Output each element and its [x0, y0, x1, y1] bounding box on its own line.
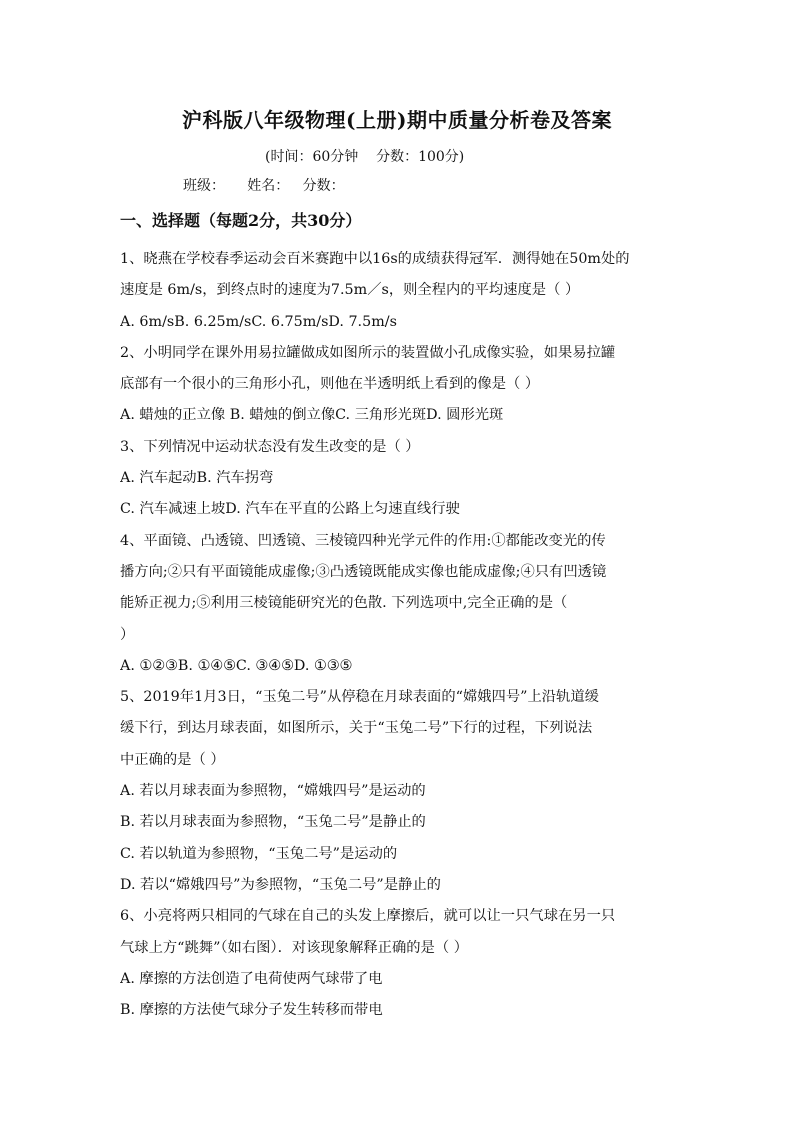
question-line: 4、平面镜、凸透镜、凹透镜、三棱镜四种光学元件的作用:①都能改变光的传 [120, 532, 606, 549]
question-line: 能矫正视力;⑤利用三棱镜能研究光的色散. 下列选项中,完全正确的是（ [120, 595, 568, 612]
exam-time-score: (时间：60分钟 分数：100分) [265, 149, 465, 165]
question-line: ） [120, 626, 135, 643]
answer-option: B. 若以月球表面为参照物，“玉兔二号”是静止的 [120, 814, 426, 831]
section-heading: 一、选择题（每题2分，共30分） [120, 211, 362, 230]
answer-options-line: C. 汽车减速上坡D. 汽车在平直的公路上匀速直线行驶 [120, 501, 460, 518]
question-content [120, 244, 680, 1026]
question-line: 播方向;②只有平面镜能成虚像;③凸透镜既能成实像也能成虚像;④只有凹透镜 [120, 563, 607, 580]
question-line: 5、2019年1月3日，“玉兔二号”从停稳在月球表面的“嫦娥四号”上沿轨道缓 [120, 689, 599, 706]
question-line: 1、晓燕在学校春季运动会百米赛跑中以16s的成绩获得冠军．测得她在50m处的 [120, 251, 630, 267]
question-line: 3、下列情况中运动状态没有发生改变的是（ ） [120, 438, 420, 455]
student-info-line: 班级： 姓名： 分数： [183, 178, 345, 194]
question-line: 底部有一个很小的三角形小孔，则他在半透明纸上看到的像是（ ） [120, 376, 540, 393]
question-line: 中正确的是（ ） [120, 751, 225, 768]
answer-option: D. 若以“嫦娥四号”为参照物，“玉兔二号”是静止的 [120, 876, 441, 893]
question-line: 气球上方“跳舞”（如右图）．对该现象解释正确的是（ ） [120, 939, 468, 956]
answer-options-line: A. 汽车起动B. 汽车拐弯 [120, 470, 274, 487]
document-title: 沪科版八年级物理(上册)期中质量分析卷及答案 [182, 108, 612, 132]
answer-options-line: A. 蜡烛的正立像 B. 蜡烛的倒立像C. 三角形光斑D. 圆形光斑 [120, 407, 504, 424]
answer-option: C. 若以轨道为参照物，“玉兔二号”是运动的 [120, 845, 398, 862]
question-line: 速度是 6m/s，到终点时的速度为7.5m／s，则全程内的平均速度是（ ） [120, 282, 580, 299]
question-line: 2、小明同学在课外用易拉罐做成如图所示的装置做小孔成像实验，如果易拉罐 [120, 344, 616, 361]
question-line: 6、小亮将两只相同的气球在自己的头发上摩擦后，就可以让一只气球在另一只 [120, 908, 616, 925]
answer-options-line: A. 6m/sB. 6.25m/sC. 6.75m/sD. 7.5m/s [120, 313, 397, 330]
question-line: 缓下行，到达月球表面，如图所示，关于“玉兔二号”下行的过程，下列说法 [120, 720, 593, 737]
answer-options-line: A. ①②③B. ①④⑤C. ③④⑤D. ①③⑤ [120, 657, 353, 674]
answer-option: A. 摩擦的方法创造了电荷使两气球带了电 [120, 970, 383, 987]
answer-option: A. 若以月球表面为参照物，“嫦娥四号”是运动的 [120, 783, 426, 800]
answer-option: B. 摩擦的方法使气球分子发生转移而带电 [120, 1002, 383, 1019]
